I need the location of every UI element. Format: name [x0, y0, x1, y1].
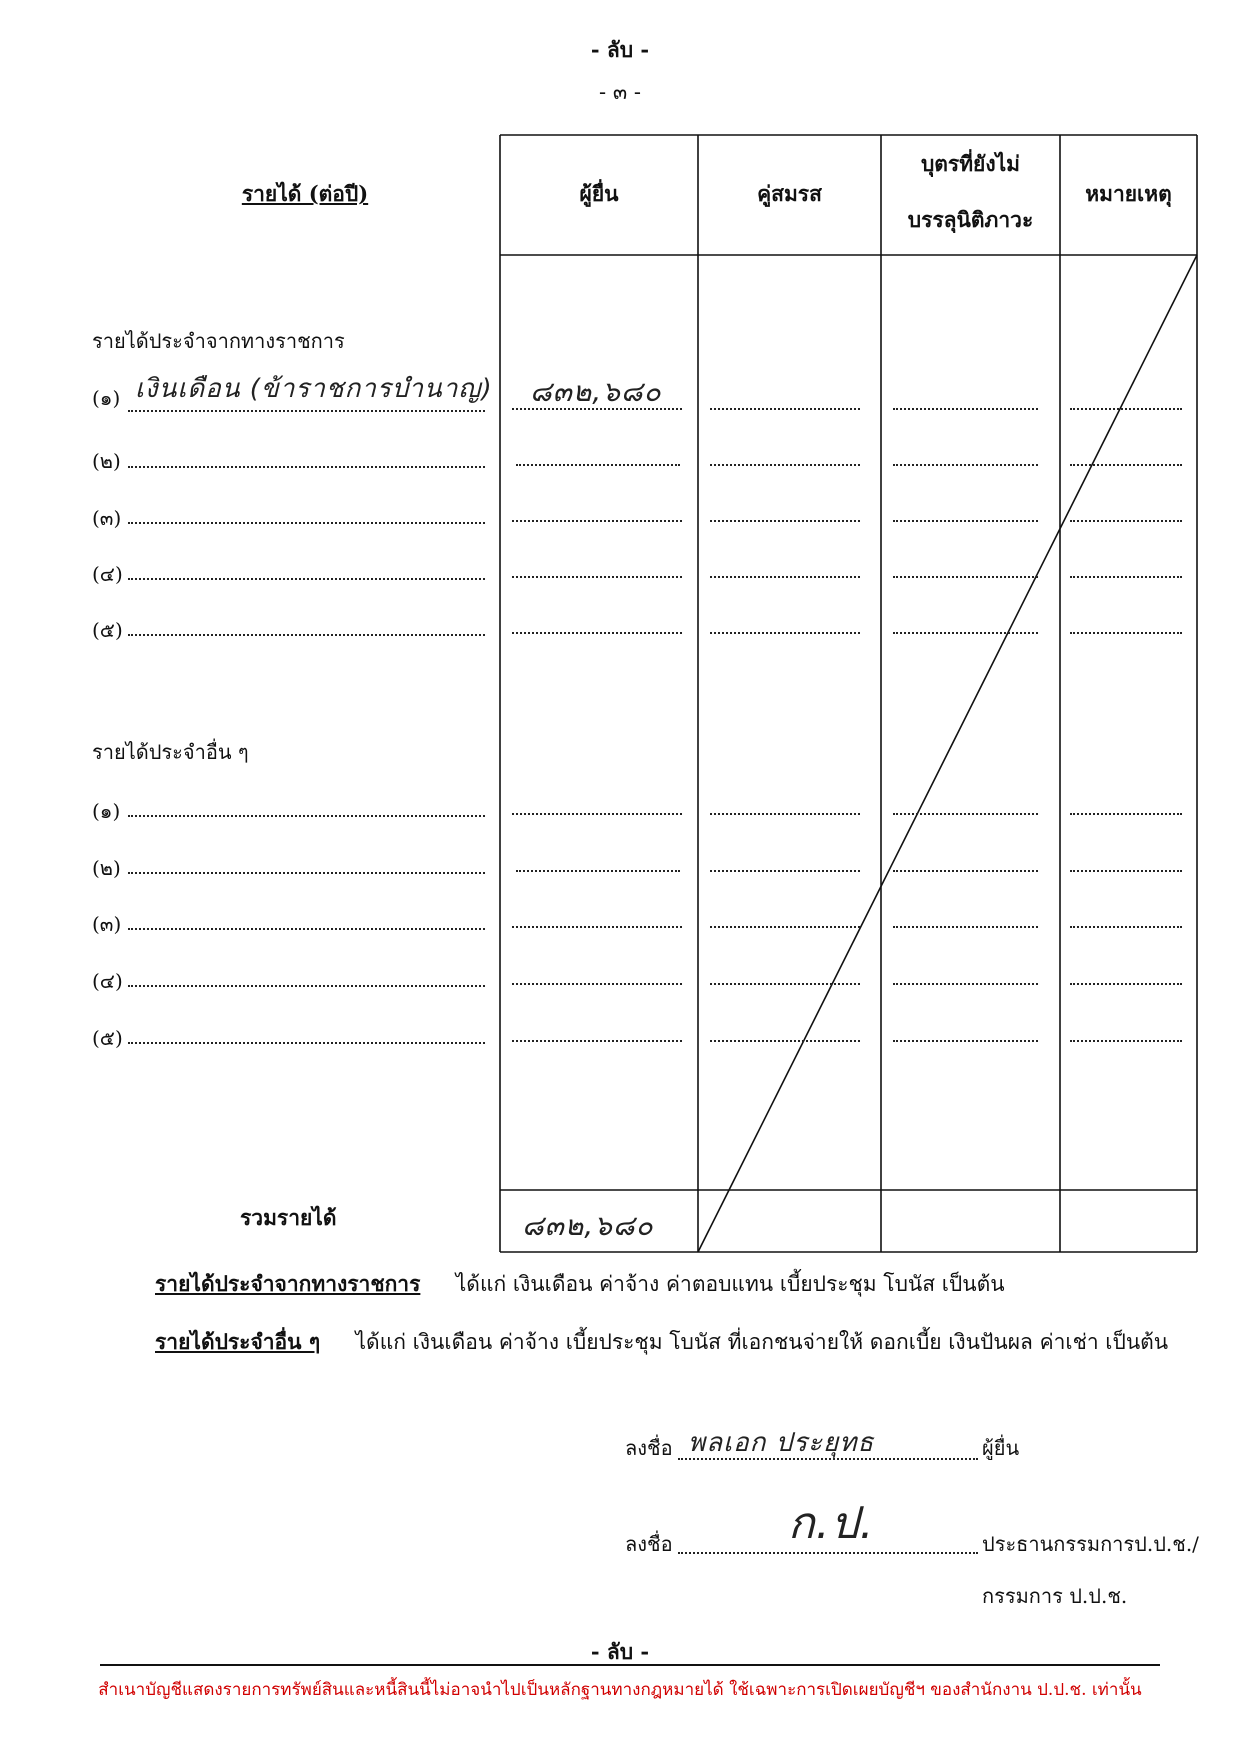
child-dots	[893, 464, 1038, 466]
signer-2-signature: ก.ป.	[788, 1498, 875, 1549]
remark-dots	[1070, 632, 1182, 634]
remark-dots	[1070, 1040, 1182, 1042]
gov-row-dots	[128, 522, 485, 524]
remark-dots	[1070, 870, 1182, 872]
applicant-dots	[512, 813, 682, 815]
gov-row-item: เงินเดือน (ข้าราชการบำนาญ)	[135, 374, 493, 404]
spouse-dots	[710, 632, 860, 634]
gov-row-dots	[128, 634, 485, 636]
other-row-dots	[128, 815, 485, 817]
signer-1-signature: พลเอก ประยุทธ	[688, 1428, 875, 1458]
gov-row-dots	[128, 578, 485, 580]
col-applicant: ผู้ยื่น	[579, 181, 619, 206]
other-row-dots	[128, 985, 485, 987]
col-spouse: คู่สมรส	[757, 181, 822, 206]
other-row-dots	[128, 872, 485, 874]
footer-rule	[100, 1664, 1160, 1666]
spouse-dots	[710, 983, 860, 985]
child-dots	[893, 1040, 1038, 1042]
spouse-dots	[710, 576, 860, 578]
child-dots	[893, 520, 1038, 522]
child-dots	[893, 632, 1038, 634]
remark-dots	[1070, 576, 1182, 578]
other-row-dots	[128, 928, 485, 930]
remark-dots	[1070, 520, 1182, 522]
note-other-term: รายได้ประจำอื่น ๆ	[155, 1329, 321, 1354]
child-dots	[893, 926, 1038, 928]
applicant-dots	[512, 520, 682, 522]
sign-label-1: ลงชื่อ	[625, 1436, 673, 1460]
note-gov	[155, 1268, 1005, 1301]
applicant-dots	[516, 464, 680, 466]
note-other-desc: ได้แก่ เงินเดือน ค่าจ้าง เบี้ยประชุม โบนัส ที่เอกชนจ่ายให้ ดอกเบี้ย เงินปันผล ค่าเช่า เป็นต้น	[355, 1330, 1169, 1354]
other-row-num: (๓)	[92, 912, 122, 936]
footer-disclaimer: สำเนาบัญชีแสดงรายการทรัพย์สินและหนี้สินนี้ไม่อาจนำไปเป็นหลักฐานทางกฎหมายได้ ใช้เฉพาะการเปิดเผยบัญชีฯ ของสำนักงาน ป.ป.ช. เท่านั้น	[98, 1680, 1142, 1700]
spouse-dots	[710, 408, 860, 410]
note-other	[155, 1326, 1168, 1359]
sign-label-2: ลงชื่อ	[625, 1532, 673, 1556]
remark-dots	[1070, 464, 1182, 466]
child-dots	[893, 983, 1038, 985]
other-section-title: รายได้ประจำอื่น ๆ	[92, 740, 249, 764]
remark-dots	[1070, 926, 1182, 928]
col-child-line2: บรรลุนิติภาวะ	[907, 207, 1034, 232]
applicant-dots	[512, 576, 682, 578]
remark-dots	[1070, 813, 1182, 815]
remark-dots	[1070, 408, 1182, 410]
child-dots	[893, 576, 1038, 578]
role-member: กรรมการ ป.ป.ช.	[982, 1584, 1128, 1608]
gov-row-num: (๔)	[92, 562, 123, 586]
other-row-num: (๕)	[92, 1026, 123, 1050]
child-dots	[893, 870, 1038, 872]
applicant-dots	[512, 408, 682, 410]
classification-top: - ลับ -	[590, 37, 650, 62]
other-row-num: (๒)	[92, 856, 121, 880]
other-row-dots	[128, 1042, 485, 1044]
gov-row-num: (๓)	[92, 506, 122, 530]
remark-dots	[1070, 983, 1182, 985]
applicant-dots	[512, 1040, 682, 1042]
applicant-dots	[512, 983, 682, 985]
applicant-dots	[512, 926, 682, 928]
spouse-dots	[710, 870, 860, 872]
col-child-line1: บุตรที่ยังไม่	[920, 151, 1021, 176]
total-applicant: ๘๓๒,๖๘๐	[522, 1209, 654, 1242]
other-row-num: (๑)	[92, 799, 121, 823]
spouse-dots	[710, 813, 860, 815]
child-dots	[893, 408, 1038, 410]
note-gov-term: รายได้ประจำจากทางราชการ	[155, 1271, 421, 1296]
gov-section-title: รายได้ประจำจากทางราชการ	[92, 329, 345, 353]
applicant-dots	[516, 870, 680, 872]
gov-row-num: (๒)	[92, 449, 121, 473]
spouse-dots	[710, 520, 860, 522]
gov-row-num: (๑)	[92, 386, 121, 410]
classification-bottom: - ลับ -	[590, 1639, 650, 1664]
spouse-dots	[710, 926, 860, 928]
page-number: - ๓ -	[599, 80, 641, 104]
gov-row-num: (๕)	[92, 618, 123, 642]
applicant-dots	[512, 632, 682, 634]
note-gov-desc: ได้แก่ เงินเดือน ค่าจ้าง ค่าตอบแทน เบี้ยประชุม โบนัส เป็นต้น	[455, 1272, 1005, 1296]
role-chairman: ประธานกรรมการป.ป.ช./	[982, 1532, 1199, 1556]
gov-row-dots	[128, 466, 485, 468]
income-header: รายได้ (ต่อปี)	[241, 181, 369, 206]
child-dots	[893, 813, 1038, 815]
total-label: รวมรายได้	[240, 1205, 337, 1230]
other-row-num: (๔)	[92, 969, 123, 993]
spouse-dots	[710, 464, 860, 466]
role-applicant: ผู้ยื่น	[982, 1436, 1020, 1460]
col-remark: หมายเหตุ	[1085, 181, 1172, 206]
gov-row-applicant: ๘๓๒,๖๘๐	[530, 375, 662, 408]
gov-row-dots	[128, 410, 485, 412]
cancel-line	[698, 255, 1197, 1252]
spouse-dots	[710, 1040, 860, 1042]
